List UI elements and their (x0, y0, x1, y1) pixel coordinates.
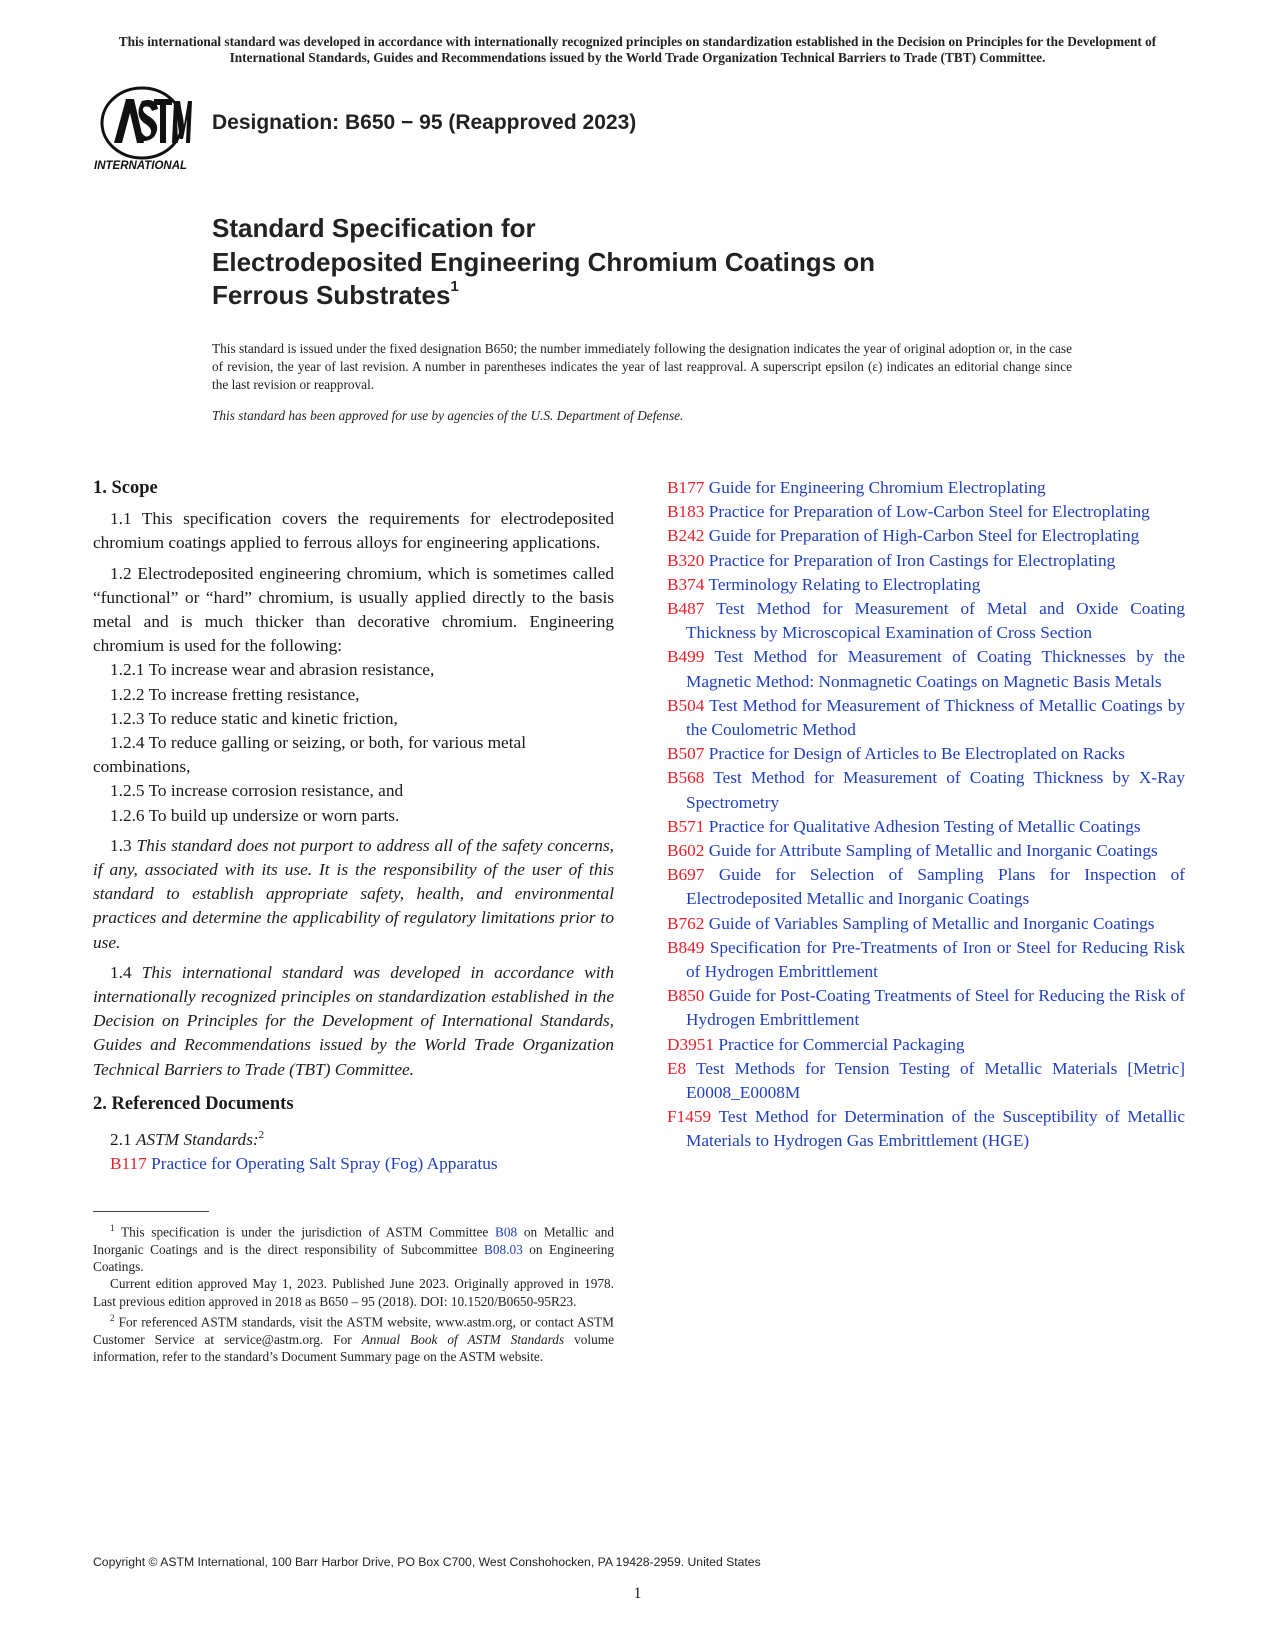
reference-title[interactable]: Test Method for Measurement of Coating Thicknesses by the Magnetic Method: Nonmagnetic Coatings on Magnetic Basis Metals (686, 647, 1186, 691)
reference-title[interactable]: Test Method for Measurement of Metal and Oxide Coating Thickness by Microscopical Examination of Cross Section (686, 599, 1185, 643)
footnote-2-mark-bottom: 2 (110, 1312, 115, 1323)
annual-book-title: Annual Book of ASTM Standards (361, 1331, 565, 1347)
dod-approval-note: This standard has been approved for use by agencies of the U.S. Department of Defense. (212, 408, 684, 423)
reference-code[interactable]: E8 (667, 1058, 687, 1078)
reference-title[interactable]: Test Method for Measurement of Coating Thickness by X-Ray Spectrometry (686, 768, 1185, 812)
reference-code[interactable]: B849 (667, 937, 705, 957)
reference-b374[interactable] (667, 573, 1185, 597)
reference-b507[interactable] (667, 742, 1185, 766)
reference-title[interactable]: Terminology Relating to Electroplating (708, 574, 981, 594)
footnote-2-text-b: volume information, refer to the standard’s Document Summary page on the ASTM website. (93, 1331, 614, 1364)
reference-title[interactable]: Test Method for Determination of the Susceptibility of Metallic Materials to Hydrogen Gas Embrittlement (HGE) (686, 1107, 1185, 1151)
reference-b571[interactable] (667, 815, 1185, 839)
para-1-3 (93, 834, 614, 955)
para-1-3-number: 1.3 (110, 835, 132, 855)
scope-heading: 1. Scope (93, 478, 158, 498)
copyright-notice: Copyright © ASTM International, 100 Barr Harbor Drive, PO Box C700, West Conshohocken, PA 19428-2959. United States (93, 1555, 761, 1569)
title-footnote-mark[interactable]: 1 (450, 278, 459, 295)
title-line-2: Electrodeposited Engineering Chromium Coatings on (212, 246, 876, 277)
reference-b849[interactable] (667, 936, 1185, 984)
footnote-1-text-a: This specification is under the jurisdiction of ASTM Committee (120, 1224, 489, 1240)
committee-link[interactable]: B08 (495, 1224, 518, 1240)
reference-e8[interactable] (667, 1057, 1185, 1105)
para-1-4 (93, 961, 614, 1082)
reference-code[interactable]: B177 (667, 478, 705, 497)
document-title (212, 212, 875, 313)
logo-text: INTERNATIONAL (94, 160, 188, 172)
title-line-3: Ferrous Substrates (212, 280, 451, 310)
reference-code[interactable]: D3951 (667, 1034, 715, 1054)
reference-code[interactable]: B183 (667, 502, 705, 522)
reference-title[interactable]: Practice for Operating Salt Spray (Fog) Apparatus (151, 1154, 498, 1174)
international-standard-notice: This international standard was developed in accordance with internationally recognized principles on standardization established in the Decision on Principles for the Development of International Standards, Guides and Recommendations issued by the World Trade Organization Technical Barriers to Trade (TBT) Committee. (118, 34, 1157, 65)
title-line-1: Standard Specification for (212, 213, 536, 243)
left-column (93, 476, 614, 1176)
reference-b487[interactable] (667, 597, 1185, 645)
reference-d3951[interactable] (667, 1033, 1185, 1057)
issuance-statement: This standard is issued under the fixed designation B650; the number immediately following the designation indicates the year of original adoption or, in the case of revision, the year of last revision. A number in parentheses indicates the year of last reapproval. A superscript epsilon (ε) indicates an editorial change since the last revision or reapproval. (212, 341, 1072, 392)
astm-international-logo (94, 85, 194, 177)
reference-title[interactable]: Guide for Post-Coating Treatments of Steel for Reducing the Risk of Hydrogen Embrittlement (686, 986, 1185, 1030)
footnote-1-edition: Current edition approved May 1, 2023. Published June 2023. Originally approved in 1978. Last previous edition approved in 2018 as B650 – 95 (2018). DOI: 10.1520/B0650-95R23. (93, 1276, 614, 1309)
para-1-3-text: This standard does not purport to address all of the safety concerns, if any, associated with its use. It is the responsibility of the user of this standard to establish appropriate safety, health, and environmental practices and determine the applicability of regulatory limitations prior to use. (93, 835, 614, 952)
reference-b568[interactable] (667, 766, 1185, 814)
reference-code[interactable]: B571 (667, 816, 705, 836)
reference-code[interactable]: B242 (667, 526, 705, 546)
footnote-2-mark[interactable]: 2 (258, 1129, 265, 1142)
item-1-2-1: 1.2.1 To increase wear and abrasion resistance, (110, 660, 435, 680)
footnote-1 (93, 1220, 614, 1275)
reference-b117[interactable] (93, 1152, 614, 1176)
reference-b504[interactable] (667, 694, 1185, 742)
subcommittee-link[interactable]: B08.03 (484, 1241, 523, 1257)
reference-b183[interactable] (667, 500, 1185, 524)
para-1-4-text: This international standard was developed in accordance with internationally recognized principles on standardization established in the Decision on Principles for the Development of International Standards, Guides and Recommendations issued by the World Trade Organization Technical Barriers to Trade (TBT) Committee. (93, 962, 614, 1079)
footnote-1-text-c: on Engineering Coatings. (93, 1241, 615, 1275)
reference-title[interactable]: Practice for Preparation of Iron Castings for Electroplating (708, 550, 1116, 570)
item-1-2-4: 1.2.4 To reduce galling or seizing, or both, for various metal combinations, (93, 733, 526, 777)
reference-b242[interactable] (667, 524, 1185, 548)
reference-title[interactable]: Guide for Selection of Sampling Plans for Inspection of Electrodeposited Metallic and Inorganic Coatings (686, 865, 1185, 909)
reference-code[interactable]: B850 (667, 986, 705, 1006)
page-number: 1 (633, 1585, 642, 1602)
reference-title[interactable]: Test Method for Measurement of Thickness of Metallic Coatings by the Coulometric Method (686, 695, 1185, 740)
para-2-1 (93, 1123, 614, 1152)
astm-standards-label: ASTM Standards: (135, 1129, 259, 1149)
reference-code[interactable]: B697 (667, 865, 705, 885)
footnote-2-text-a: For referenced ASTM standards, visit the ASTM website, www.astm.org, or contact ASTM Customer Service at service@astm.org. For (93, 1314, 614, 1347)
reference-b320[interactable] (667, 549, 1185, 573)
reference-code[interactable]: B602 (667, 841, 705, 861)
designation: Designation: B650 − 95 (Reapproved 2023) (212, 111, 637, 134)
reference-code[interactable]: B320 (667, 550, 705, 570)
para-2-1-number: 2.1 (110, 1129, 132, 1149)
reference-title[interactable]: Specification for Pre-Treatments of Iron or Steel for Reducing Risk of Hydrogen Embrittlement (686, 937, 1185, 982)
reference-b602[interactable] (667, 839, 1185, 863)
referenced-documents-heading: 2. Referenced Documents (93, 1093, 294, 1114)
reference-title[interactable]: Guide for Attribute Sampling of Metallic and Inorganic Coatings (708, 841, 1158, 861)
reference-title[interactable]: Practice for Qualitative Adhesion Testing of Metallic Coatings (708, 816, 1141, 836)
para-1-2: 1.2 Electrodeposited engineering chromium, which is sometimes called “functional” or “hard” chromium, is usually applied directly to the basis metal and is much thicker than decorative chromium. Engineering chromium is used for the following: (93, 563, 614, 656)
reference-title[interactable]: Test Methods for Tension Testing of Metallic Materials [Metric] E0008_E0008M (686, 1058, 1185, 1103)
reference-f1459[interactable] (667, 1105, 1185, 1153)
reference-code[interactable]: B504 (667, 695, 705, 715)
reference-code[interactable]: B507 (667, 744, 705, 764)
reference-code[interactable]: B499 (667, 647, 705, 667)
reference-title[interactable]: Practice for Preparation of Low-Carbon Steel for Electroplating (708, 502, 1150, 522)
reference-code[interactable]: B487 (667, 599, 705, 619)
reference-b850[interactable] (667, 984, 1185, 1032)
reference-b499[interactable] (667, 645, 1185, 693)
reference-title[interactable]: Guide for Preparation of High-Carbon Steel for Electroplating (708, 526, 1140, 546)
reference-b762[interactable] (667, 912, 1185, 936)
footnote-2 (93, 1310, 614, 1365)
reference-title[interactable]: Practice for Design of Articles to Be Electroplated on Racks (708, 744, 1125, 764)
right-column (667, 476, 1185, 1154)
para-1-4-number: 1.4 (110, 962, 132, 982)
reference-code[interactable]: B374 (667, 574, 705, 594)
item-1-2-6: 1.2.6 To build up undersize or worn parts. (110, 805, 400, 825)
reference-code[interactable]: B568 (667, 768, 705, 788)
item-1-2-2: 1.2.2 To increase fretting resistance, (110, 684, 360, 704)
footnote-1-mark: 1 (110, 1223, 115, 1233)
reference-code[interactable]: B762 (667, 913, 705, 933)
reference-title[interactable]: Practice for Commercial Packaging (718, 1034, 965, 1054)
footnote-1-text-b: on Metallic and Inorganic Coatings and is the direct responsibility of Subcommittee (93, 1224, 615, 1257)
reference-b177[interactable] (667, 476, 1185, 500)
item-1-2-3: 1.2.3 To reduce static and kinetic friction, (110, 708, 398, 728)
item-1-2-5: 1.2.5 To increase corrosion resistance, and (110, 781, 404, 801)
reference-code[interactable]: B117 (110, 1154, 147, 1174)
footnote-divider (93, 1211, 209, 1212)
reference-title[interactable]: Guide for Engineering Chromium Electroplating (708, 478, 1046, 497)
reference-code[interactable]: F1459 (667, 1107, 712, 1127)
reference-title[interactable]: Guide of Variables Sampling of Metallic and Inorganic Coatings (708, 913, 1155, 933)
footnotes (93, 1220, 614, 1365)
para-1-1: 1.1 This specification covers the requirements for electrodeposited chromium coatings applied to ferrous alloys for engineering applications. (93, 509, 614, 553)
reference-b697[interactable] (667, 863, 1185, 911)
